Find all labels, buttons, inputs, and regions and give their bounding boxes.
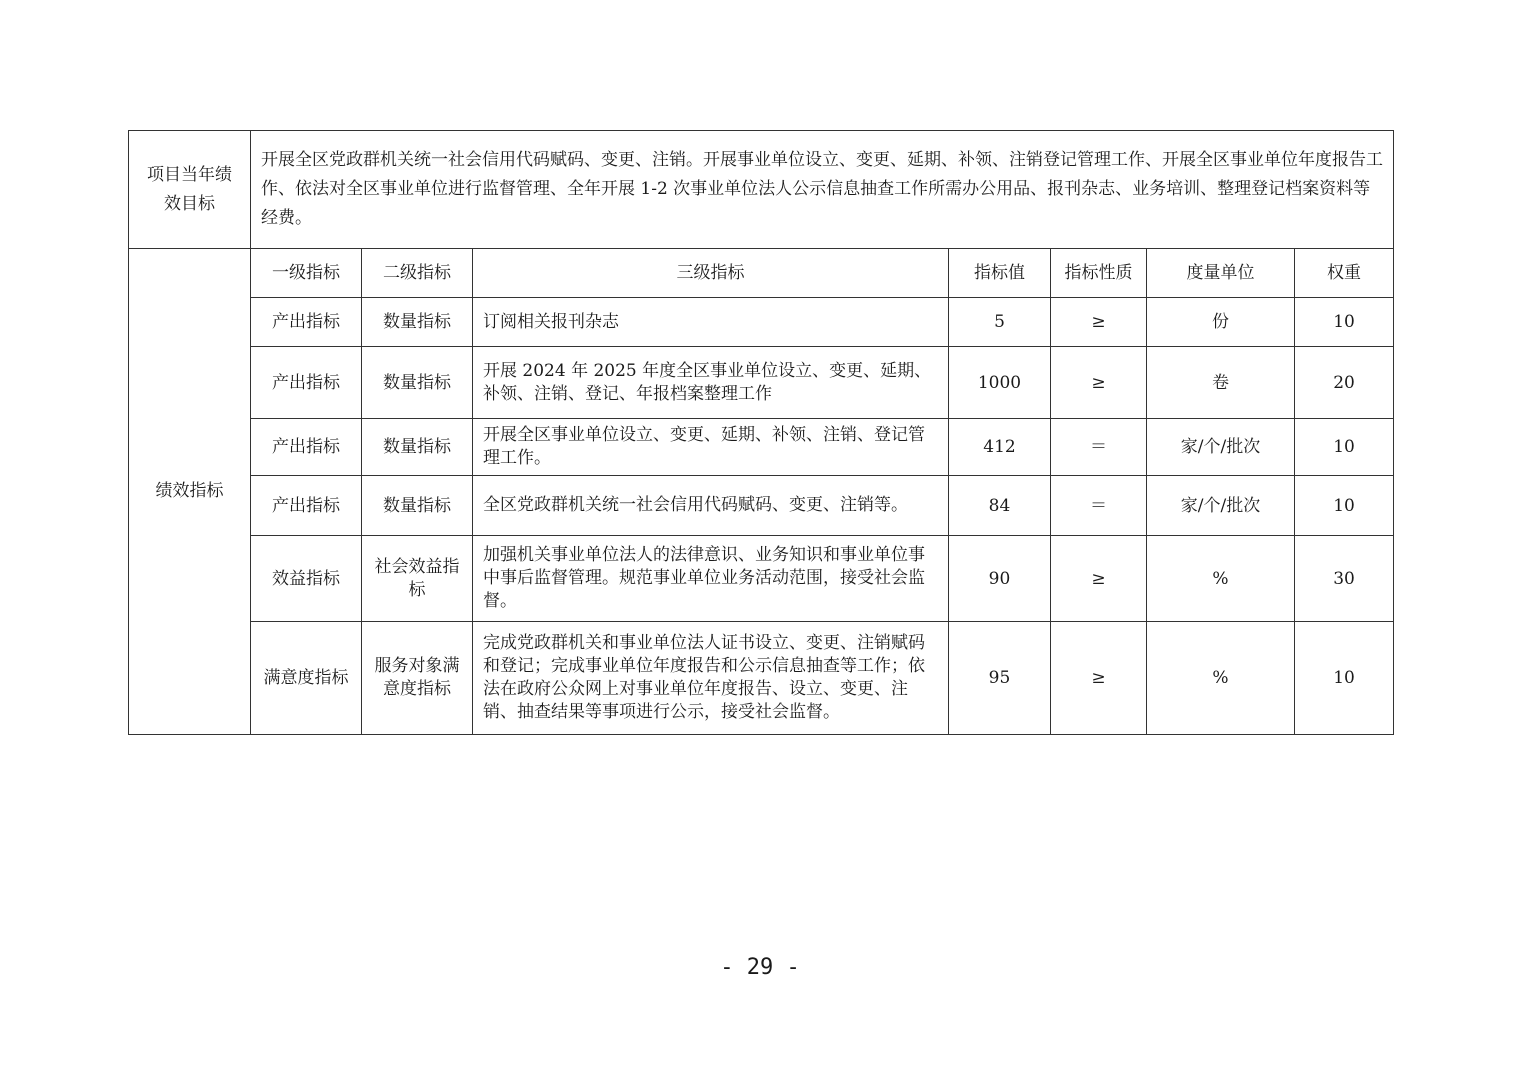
level2-text: 服务对象满意度指标 bbox=[374, 656, 460, 699]
level3-cell bbox=[473, 298, 949, 347]
unit-cell: 卷 bbox=[1147, 347, 1295, 419]
goal-label: 项目当年绩效目标 bbox=[147, 164, 232, 214]
level1-cell: 产出指标 bbox=[251, 347, 362, 419]
weight-cell: 10 bbox=[1295, 298, 1394, 347]
level2-cell bbox=[362, 536, 473, 622]
performance-goal-table bbox=[128, 130, 1394, 735]
nature-cell: ≥ bbox=[1051, 298, 1147, 347]
table-row bbox=[129, 622, 1394, 735]
value-cell: 1000 bbox=[949, 347, 1051, 419]
value-cell: 90 bbox=[949, 536, 1051, 622]
table-row bbox=[129, 476, 1394, 536]
unit-cell: 份 bbox=[1147, 298, 1295, 347]
indicators-label-cell bbox=[129, 249, 251, 735]
unit-cell: 家/个/批次 bbox=[1147, 476, 1295, 536]
weight-cell: 20 bbox=[1295, 347, 1394, 419]
value-cell: 5 bbox=[949, 298, 1051, 347]
nature-cell: ≥ bbox=[1051, 622, 1147, 735]
level2-cell: 数量指标 bbox=[362, 347, 473, 419]
level2-cell: 数量指标 bbox=[362, 419, 473, 476]
level3-text: 加强机关事业单位法人的法律意识、业务知识和事业单位事中事后监督管理。规范事业单位业务活动范围，接受社会监督。 bbox=[483, 545, 925, 611]
goal-text: 开展全区党政群机关统一社会信用代码赋码、变更、注销。开展事业单位设立、变更、延期、补领、注销登记管理工作、开展全区事业单位年度报告工作、依法对全区事业单位进行监督管理、全年开展 1-2 次事业单位法人公示信息抽查工作所需办公用品、报刊杂志、业务培训、整理登记档案资料等经费。 bbox=[261, 150, 1383, 228]
goal-label-cell bbox=[129, 131, 251, 249]
goal-row bbox=[129, 131, 1394, 249]
header-weight: 权重 bbox=[1295, 249, 1394, 298]
level1-cell: 满意度指标 bbox=[251, 622, 362, 735]
header-value: 指标值 bbox=[949, 249, 1051, 298]
level1-cell: 效益指标 bbox=[251, 536, 362, 622]
value-cell: 95 bbox=[949, 622, 1051, 735]
level3-cell bbox=[473, 419, 949, 476]
level2-cell bbox=[362, 622, 473, 735]
level2-text: 社会效益指标 bbox=[374, 556, 460, 600]
page-number: - 29 - bbox=[720, 955, 800, 980]
table-row bbox=[129, 419, 1394, 476]
level3-text: 开展 2024 年 2025 年度全区事业单位设立、变更、延期、补领、注销、登记、年报档案整理工作 bbox=[483, 360, 932, 404]
value-cell: 84 bbox=[949, 476, 1051, 536]
header-unit: 度量单位 bbox=[1147, 249, 1295, 298]
level3-cell bbox=[473, 536, 949, 622]
level3-text: 全区党政群机关统一社会信用代码赋码、变更、注销等。 bbox=[483, 495, 908, 515]
level3-cell bbox=[473, 622, 949, 735]
table-row bbox=[129, 347, 1394, 419]
level1-cell: 产出指标 bbox=[251, 298, 362, 347]
header-nature: 指标性质 bbox=[1051, 249, 1147, 298]
level3-cell bbox=[473, 476, 949, 536]
table-row bbox=[129, 298, 1394, 347]
level1-cell: 产出指标 bbox=[251, 476, 362, 536]
unit-cell: 家/个/批次 bbox=[1147, 419, 1295, 476]
nature-cell: ≥ bbox=[1051, 347, 1147, 419]
table-row bbox=[129, 536, 1394, 622]
header-level3: 三级指标 bbox=[473, 249, 949, 298]
weight-cell: 10 bbox=[1295, 622, 1394, 735]
level1-cell: 产出指标 bbox=[251, 419, 362, 476]
unit-cell: % bbox=[1147, 622, 1295, 735]
level2-cell: 数量指标 bbox=[362, 298, 473, 347]
level3-text: 开展全区事业单位设立、变更、延期、补领、注销、登记管理工作。 bbox=[483, 425, 925, 468]
level3-text: 订阅相关报刊杂志 bbox=[483, 311, 619, 332]
indicator-header-row bbox=[129, 249, 1394, 298]
value-cell: 412 bbox=[949, 419, 1051, 476]
nature-cell: ＝ bbox=[1051, 476, 1147, 536]
goal-text-cell bbox=[251, 131, 1394, 249]
weight-cell: 10 bbox=[1295, 419, 1394, 476]
level3-cell bbox=[473, 347, 949, 419]
unit-cell: % bbox=[1147, 536, 1295, 622]
header-level1: 一级指标 bbox=[251, 249, 362, 298]
level3-text: 完成党政群机关和事业单位法人证书设立、变更、注销赋码和登记；完成事业单位年度报告和公示信息抽查等工作；依法在政府公众网上对事业单位年度报告、设立、变更、注销、抽查结果等事项进行公示，接受社会监督。 bbox=[483, 633, 925, 722]
header-level2: 二级指标 bbox=[362, 249, 473, 298]
indicators-label: 绩效指标 bbox=[155, 481, 224, 501]
nature-cell: ＝ bbox=[1051, 419, 1147, 476]
weight-cell: 10 bbox=[1295, 476, 1394, 536]
level2-cell: 数量指标 bbox=[362, 476, 473, 536]
nature-cell: ≥ bbox=[1051, 536, 1147, 622]
weight-cell: 30 bbox=[1295, 536, 1394, 622]
